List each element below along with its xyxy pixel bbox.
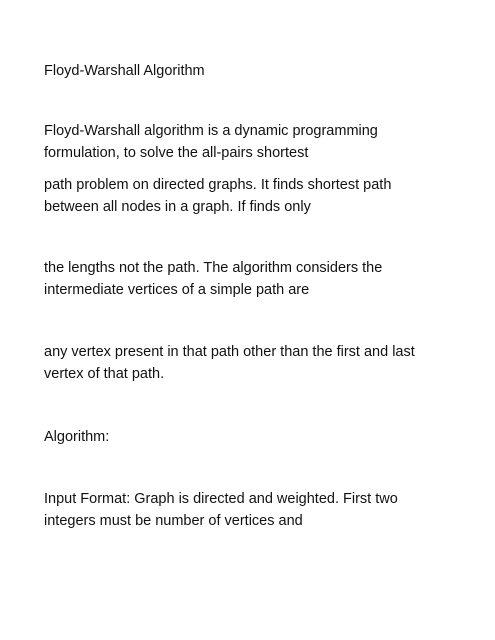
paragraph-line: vertex of that path. [44, 366, 165, 382]
paragraph-line: Floyd-Warshall algorithm is a dynamic programming [44, 123, 378, 139]
section-heading: Algorithm: [44, 429, 110, 445]
paragraph-line: Input Format: Graph is directed and weighted. First two [44, 491, 398, 507]
paragraph-line: formulation, to solve the all-pairs shortest [44, 145, 309, 161]
paragraph-line: between all nodes in a graph. If finds only [44, 199, 311, 215]
paragraph-line: integers must be number of vertices and [44, 513, 303, 529]
paragraph-line: the lengths not the path. The algorithm considers the [44, 260, 383, 276]
paragraph-line: any vertex present in that path other than the first and last [44, 344, 415, 360]
document-title: Floyd-Warshall Algorithm [44, 63, 205, 79]
paragraph-line: intermediate vertices of a simple path are [44, 282, 310, 298]
paragraph-line: path problem on directed graphs. It finds shortest path [44, 177, 392, 193]
